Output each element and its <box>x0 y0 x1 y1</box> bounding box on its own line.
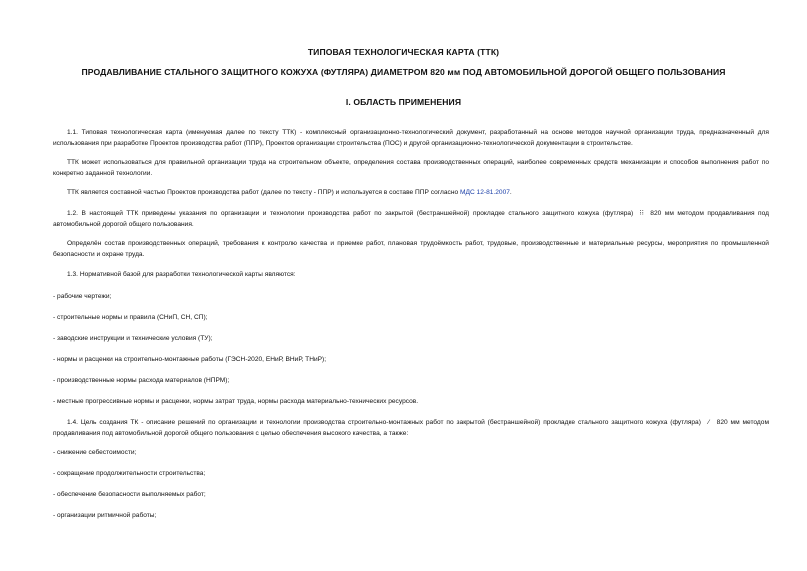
document-subtitle: ПРОДАВЛИВАНИЕ СТАЛЬНОГО ЗАЩИТНОГО КОЖУХА (ФУТЛЯРА) ДИАМЕТРОМ 820 мм ПОД АВТОМОБИЛЬНОЙ ДОРОГОЙ ОБЩЕГО ПОЛЬЗОВАНИЯ <box>81 67 726 77</box>
section-heading: I. ОБЛАСТЬ ПРИМЕНЕНИЯ <box>345 97 462 107</box>
paragraph-1-4-text: 1.4. Цель создания ТК - описание решений по организации и технологии производства строительно-монтажных работ по закрытой (бестраншейной) прокладке стального защитного кожуха (футляра) <box>67 419 701 426</box>
list-item: - нормы и расценки на строительно-монтажные работы (ГЭСН-2020, ЕНиР, ВНиР, ТНиР); <box>53 356 327 363</box>
paragraph-operations: Определён состав производственных операций, требования к контролю качества и приемке работ, плановая трудоёмкость работ, трудовые, производственные и материальные ресурсы, мероприятия по промышленной безопасности и охране труда. <box>53 240 769 258</box>
list-item: - заводские инструкции и технические условия (ТУ); <box>53 335 213 342</box>
list-item: - организации ритмичной работы; <box>53 512 157 519</box>
paragraph-1-3: 1.3. Нормативной базой для разработки технологической карты являются: <box>67 271 296 278</box>
list-item: - местные прогрессивные нормы и расценки, нормы затрат труда, нормы расхода материально-технических ресурсов. <box>53 398 419 405</box>
list-item: - производственные нормы расхода материалов (НПРМ); <box>53 377 230 384</box>
mds-link[interactable]: МДС 12-81.2007 <box>459 189 510 196</box>
paragraph-1-1: 1.1. Типовая технологическая карта (именуемая далее по тексту ТТК) - комплексный организационно-технологический документ, разработанный на основе методов научной организации труда, предназначенный для использования при разработке Проектов производства работ (ППР), Проектов организации строительства (ПОС) и другой организационно-технологической документации в строительстве. <box>53 129 769 147</box>
list-item: - строительные нормы и правила (СНиП, СН, СП); <box>53 314 208 321</box>
paragraph-1-2-end: 820 мм методом продавливания под автомобильной дорогой общего пользования. <box>53 210 769 228</box>
paragraph-ttk-part-end: . <box>509 189 512 196</box>
paragraph-ttk-usage: ТТК может использоваться для правильной организации труда на строительном объекте, определения состава производственных операций, наиболее современных средств механизации и способов выполнения работ по конкретно заданной технологии. <box>53 159 769 177</box>
diameter-symbol-icon: ⁝⁝ <box>639 210 644 217</box>
paragraph-1-4 <box>53 417 769 439</box>
paragraph-1-2-text: 1.2. В настоящей ТТК приведены указания по организации и технологии производства работ по закрытой (бестраншейной) прокладке стального защитного кожуха (футляра) <box>67 210 634 217</box>
diameter-symbol-icon: ⁄ <box>708 419 710 426</box>
list-item: - снижение себестоимости; <box>53 449 137 456</box>
list-item: - рабочие чертежи; <box>53 293 112 300</box>
paragraph-1-2 <box>53 208 769 230</box>
paragraph-ttk-part <box>53 187 769 198</box>
list-item: - обеспечение безопасности выполняемых работ; <box>53 491 206 498</box>
document-title: ТИПОВАЯ ТЕХНОЛОГИЧЕСКАЯ КАРТА (ТТК) <box>307 47 500 57</box>
paragraph-ttk-part-text: ТТК является составной частью Проектов производства работ (далее по тексту - ППР) и используется в составе ППР согласно <box>67 189 460 196</box>
list-item: - сокращение продолжительности строительства; <box>53 470 206 477</box>
paragraph-1-4-end: 820 мм методом продавливания под автомобильной дорогой общего пользования с целью обеспечения высокого качества, а также: <box>53 419 769 437</box>
